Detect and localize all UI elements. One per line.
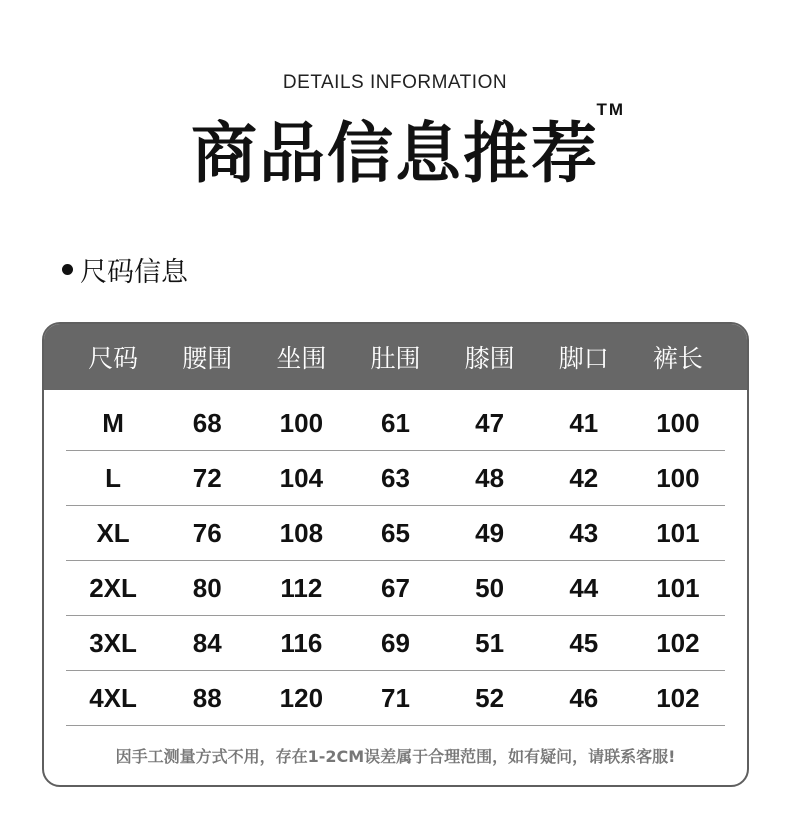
table-cell: 50 [475, 572, 505, 603]
table-cell: 104 [279, 462, 324, 493]
table-cell: 45 [569, 627, 599, 658]
table-cell: M [102, 407, 124, 438]
table-cell: 43 [569, 517, 599, 548]
table-cell: 47 [475, 407, 505, 438]
table-cell: 88 [192, 682, 222, 713]
table-cell: 112 [280, 572, 323, 603]
column-header: 肚围 [370, 344, 421, 373]
table-cell: 72 [192, 462, 222, 493]
table-cell: 108 [279, 517, 324, 548]
table-body [66, 396, 725, 726]
size-table [42, 322, 749, 787]
table-row [66, 451, 725, 506]
table-cell: 46 [569, 682, 599, 713]
title-block [0, 100, 790, 195]
trademark-mark: TM [596, 100, 625, 119]
table-cell: 120 [279, 682, 324, 713]
table-row [66, 616, 725, 671]
table-cell: 65 [381, 517, 410, 548]
page-title [191, 100, 625, 195]
table-cell: 100 [656, 407, 700, 438]
table-cell: L [105, 462, 122, 493]
column-header: 裤长 [652, 344, 703, 373]
table-cell: 63 [381, 462, 410, 493]
table-row [66, 561, 725, 616]
table-header [44, 324, 747, 390]
table-cell: 100 [279, 407, 324, 438]
table-cell: 101 [656, 517, 700, 548]
section-heading [62, 250, 188, 289]
table-cell: 71 [381, 682, 410, 713]
page-title-text: 商品信息推荐 [191, 115, 599, 192]
table-cell: 80 [192, 572, 222, 603]
column-header: 坐围 [276, 344, 327, 373]
table-cell: 61 [381, 407, 410, 438]
table-cell: 84 [192, 627, 222, 658]
table-cell: XL [96, 517, 130, 548]
table-cell: 49 [475, 517, 505, 548]
measurement-note: 因手工测量方式不用，存在1-2CM误差属于合理范围，如有疑问，请联系客服! [115, 747, 676, 766]
table-row [66, 506, 725, 561]
table-cell: 48 [475, 462, 505, 493]
table-cell: 102 [656, 627, 700, 658]
table-cell: 41 [569, 407, 599, 438]
column-header: 膝围 [464, 344, 515, 373]
table-cell: 2XL [89, 572, 137, 603]
table-cell: 44 [569, 572, 599, 603]
section-label: 尺码信息 [80, 257, 188, 288]
table-cell: 42 [569, 462, 599, 493]
column-header: 脚口 [558, 344, 609, 373]
table-cell: 4XL [89, 682, 137, 713]
table-cell: 68 [192, 407, 222, 438]
column-header: 尺码 [88, 344, 139, 373]
table-cell: 51 [475, 627, 505, 658]
table-cell: 67 [381, 572, 410, 603]
bullet-icon [62, 264, 73, 275]
subtitle: DETAILS INFORMATION [282, 72, 508, 93]
table-cell: 69 [381, 627, 410, 658]
table-row [66, 671, 725, 726]
column-header: 腰围 [182, 344, 233, 373]
table-cell: 102 [656, 682, 700, 713]
table-cell: 3XL [89, 627, 137, 658]
table-cell: 116 [280, 627, 323, 658]
table-row [66, 396, 725, 451]
table-cell: 100 [656, 462, 700, 493]
table-cell: 101 [656, 572, 700, 603]
table-cell: 76 [192, 517, 222, 548]
table-cell: 52 [475, 682, 505, 713]
